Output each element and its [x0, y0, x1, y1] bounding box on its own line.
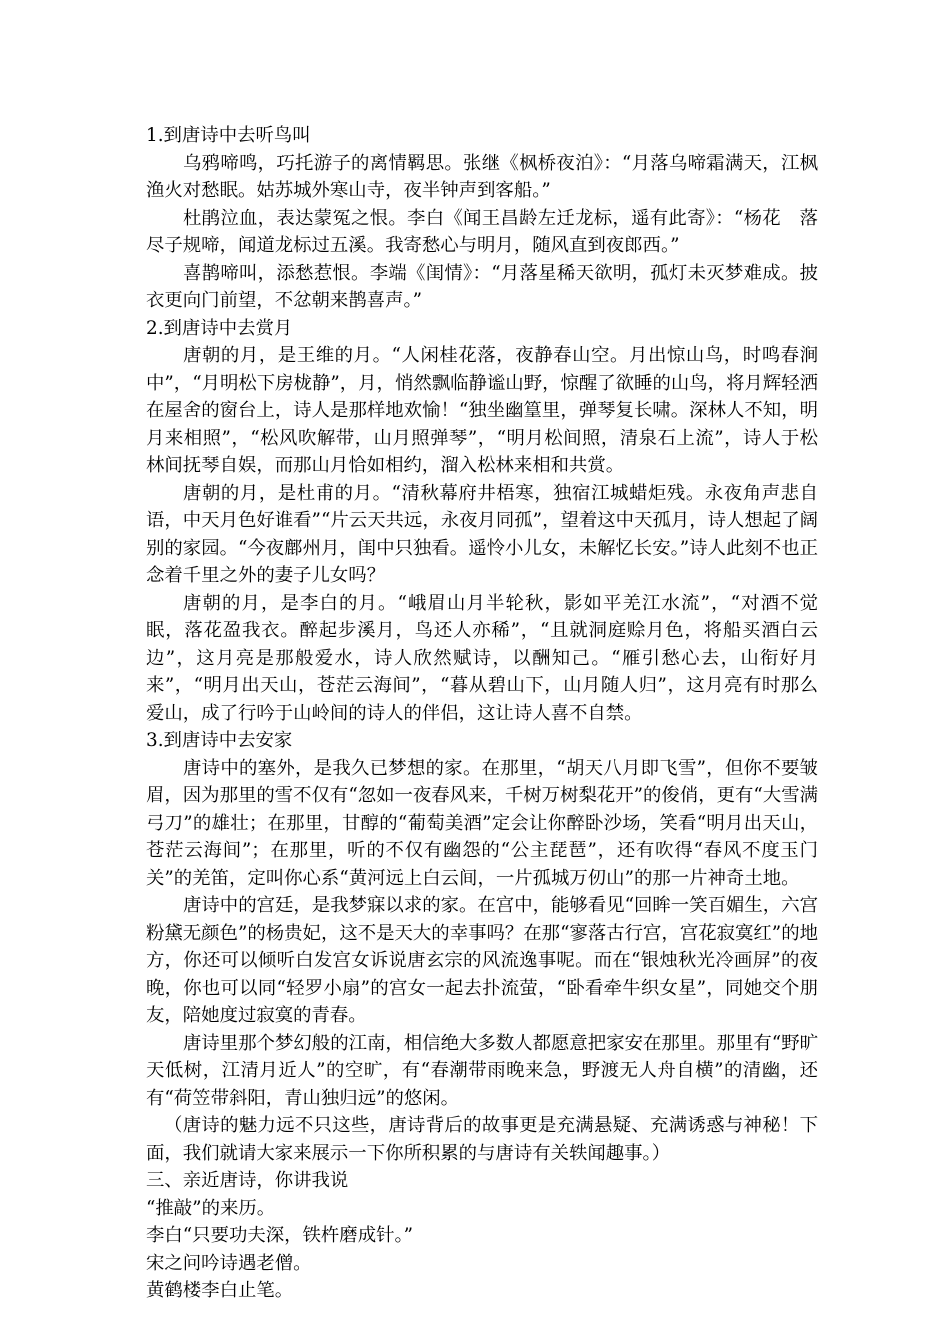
section-heading-stories: 三、亲近唐诗，你讲我说	[146, 1170, 349, 1191]
paragraph-magpie: 喜鹊啼叫，添愁惹恨。李端《闺情》：“月落星稀天欲明，孤灯未灭梦难成。披衣更向门前望，不忿朝来鹊喜声。”	[146, 262, 818, 311]
paragraph-note: （唐诗的魅力远不只这些，唐诗背后的故事更是充满悬疑、充满诱惑与神秘！下面，我们就请大家来展示一下你所积累的与唐诗有关轶闻趣事。）	[146, 1115, 818, 1164]
paragraph-wangwei-moon: 唐朝的月，是王维的月。“人闲桂花落，夜静春山空。月出惊山鸟，时鸣春涧中”，“月明松下房栊静”，月，悄然飘临静谧山野，惊醒了欲睡的山鸟，将月辉轻洒在屋舍的窗台上，诗人是那样地欢愉！“独坐幽篁里，弹琴复长啸。深林人不知，明月来相照”，“松风吹解带，山月照弹琴”，“明月松间照，清泉石上流”，诗人于松林间抚琴自娱，而那山月恰如相约，溜入松林来相和共赏。	[146, 345, 818, 476]
story-item-yellow-crane: 黄鹤楼李白止笔。	[146, 1280, 294, 1301]
paragraph-dufu-moon: 唐朝的月，是杜甫的月。“清秋幕府井梧寒，独宿江城蜡炬残。永夜角声悲自语，中天月色好谁看”“片云天共远，永夜月同孤”，望着这中天孤月，诗人想起了阔别的家园。“今夜鄜州月，闺中只独看。遥怜小儿女，未解忆长安。”诗人此刻不也正念着千里之外的妻子儿女吗？	[146, 482, 818, 586]
section-heading-birds: 1.到唐诗中去听鸟叫	[146, 125, 311, 146]
story-item-songzhiwen: 宋之问吟诗遇老僧。	[146, 1252, 312, 1274]
section-heading-moon: 2.到唐诗中去赏月	[146, 317, 293, 339]
story-item-libai-needle: 李白“只要功夫深，铁杵磨成针。”	[146, 1225, 414, 1246]
paragraph-crow: 乌鸦啼鸣，巧托游子的离情羁思。张继《枫桥夜泊》：“月落乌啼霜满天，江枫渔火对愁眠。姑苏城外寒山寺，夜半钟声到客船。”	[146, 152, 818, 201]
paragraph-cuckoo: 杜鹃泣血，表达蒙冤之恨。李白《闻王昌龄左迁龙标，遥有此寄》：“杨花 落尽子规啼，闻道龙标过五溪。我寄愁心与明月，随风直到夜郎西。”	[146, 207, 818, 256]
paragraph-jiangnan: 唐诗里那个梦幻般的江南，相信绝大多数人都愿意把家安在那里。那里有“野旷天低树，江清月近人”的空旷，有“春潮带雨晚来急，野渡无人舟自横”的清幽，还有“荷笠带斜阳，青山独归远”的悠闲。	[146, 1032, 818, 1109]
story-item-tuiqiao: “推敲”的来历。	[146, 1197, 276, 1219]
paragraph-palace: 唐诗中的宫廷，是我梦寐以求的家。在宫中，能够看见“回眸一笑百媚生，六宫粉黛无颜色”的杨贵妃，这不是天大的幸事吗？在那“寥落古行宫，宫花寂寞红”的地方，你还可以倾听白发宫女诉说唐玄宗的风流逸事呢。而在“银烛秋光冷画屏”的夜晚，你也可以同“轻罗小扇”的宫女一起去扑流萤，“卧看牵牛织女星”，同她交个朋友，陪她度过寂寞的青春。	[146, 895, 818, 1026]
section-heading-home: 3.到唐诗中去安家	[146, 730, 293, 751]
paragraph-frontier: 唐诗中的塞外，是我久已梦想的家。在那里，“胡天八月即飞雪”，但你不要皱眉，因为那里的雪不仅有“忽如一夜春风来，千树万树梨花开”的俊俏，更有“大雪满弓刀”的雄壮；在那里，甘醇的“葡萄美酒”定会让你醉卧沙场，笑看“明月出天山，苍茫云海间”；在那里，听的不仅有幽怨的“公主琵琶”，还有吹得“春风不度玉门关”的羌笛，定叫你心系“黄河远上白云间，一片孤城万仞山”的那一片神奇土地。	[146, 757, 818, 889]
document-body	[146, 122, 818, 1305]
paragraph-libai-moon: 唐朝的月，是李白的月。“峨眉山月半轮秋，影如平羌江水流”，“对酒不觉眠，落花盈我衣。醉起步溪月，鸟还人亦稀”，“且就洞庭赊月色，将船买酒白云边”，这月亮是那般爱水，诗人欣然赋诗，以酬知己。“雁引愁心去，山衔好月来”，“明月出天山，苍茫云海间”，“暮从碧山下，山月随人归”，这月亮有时那么爱山，成了行吟于山岭间的诗人的伴侣，这让诗人喜不自禁。	[146, 592, 818, 724]
